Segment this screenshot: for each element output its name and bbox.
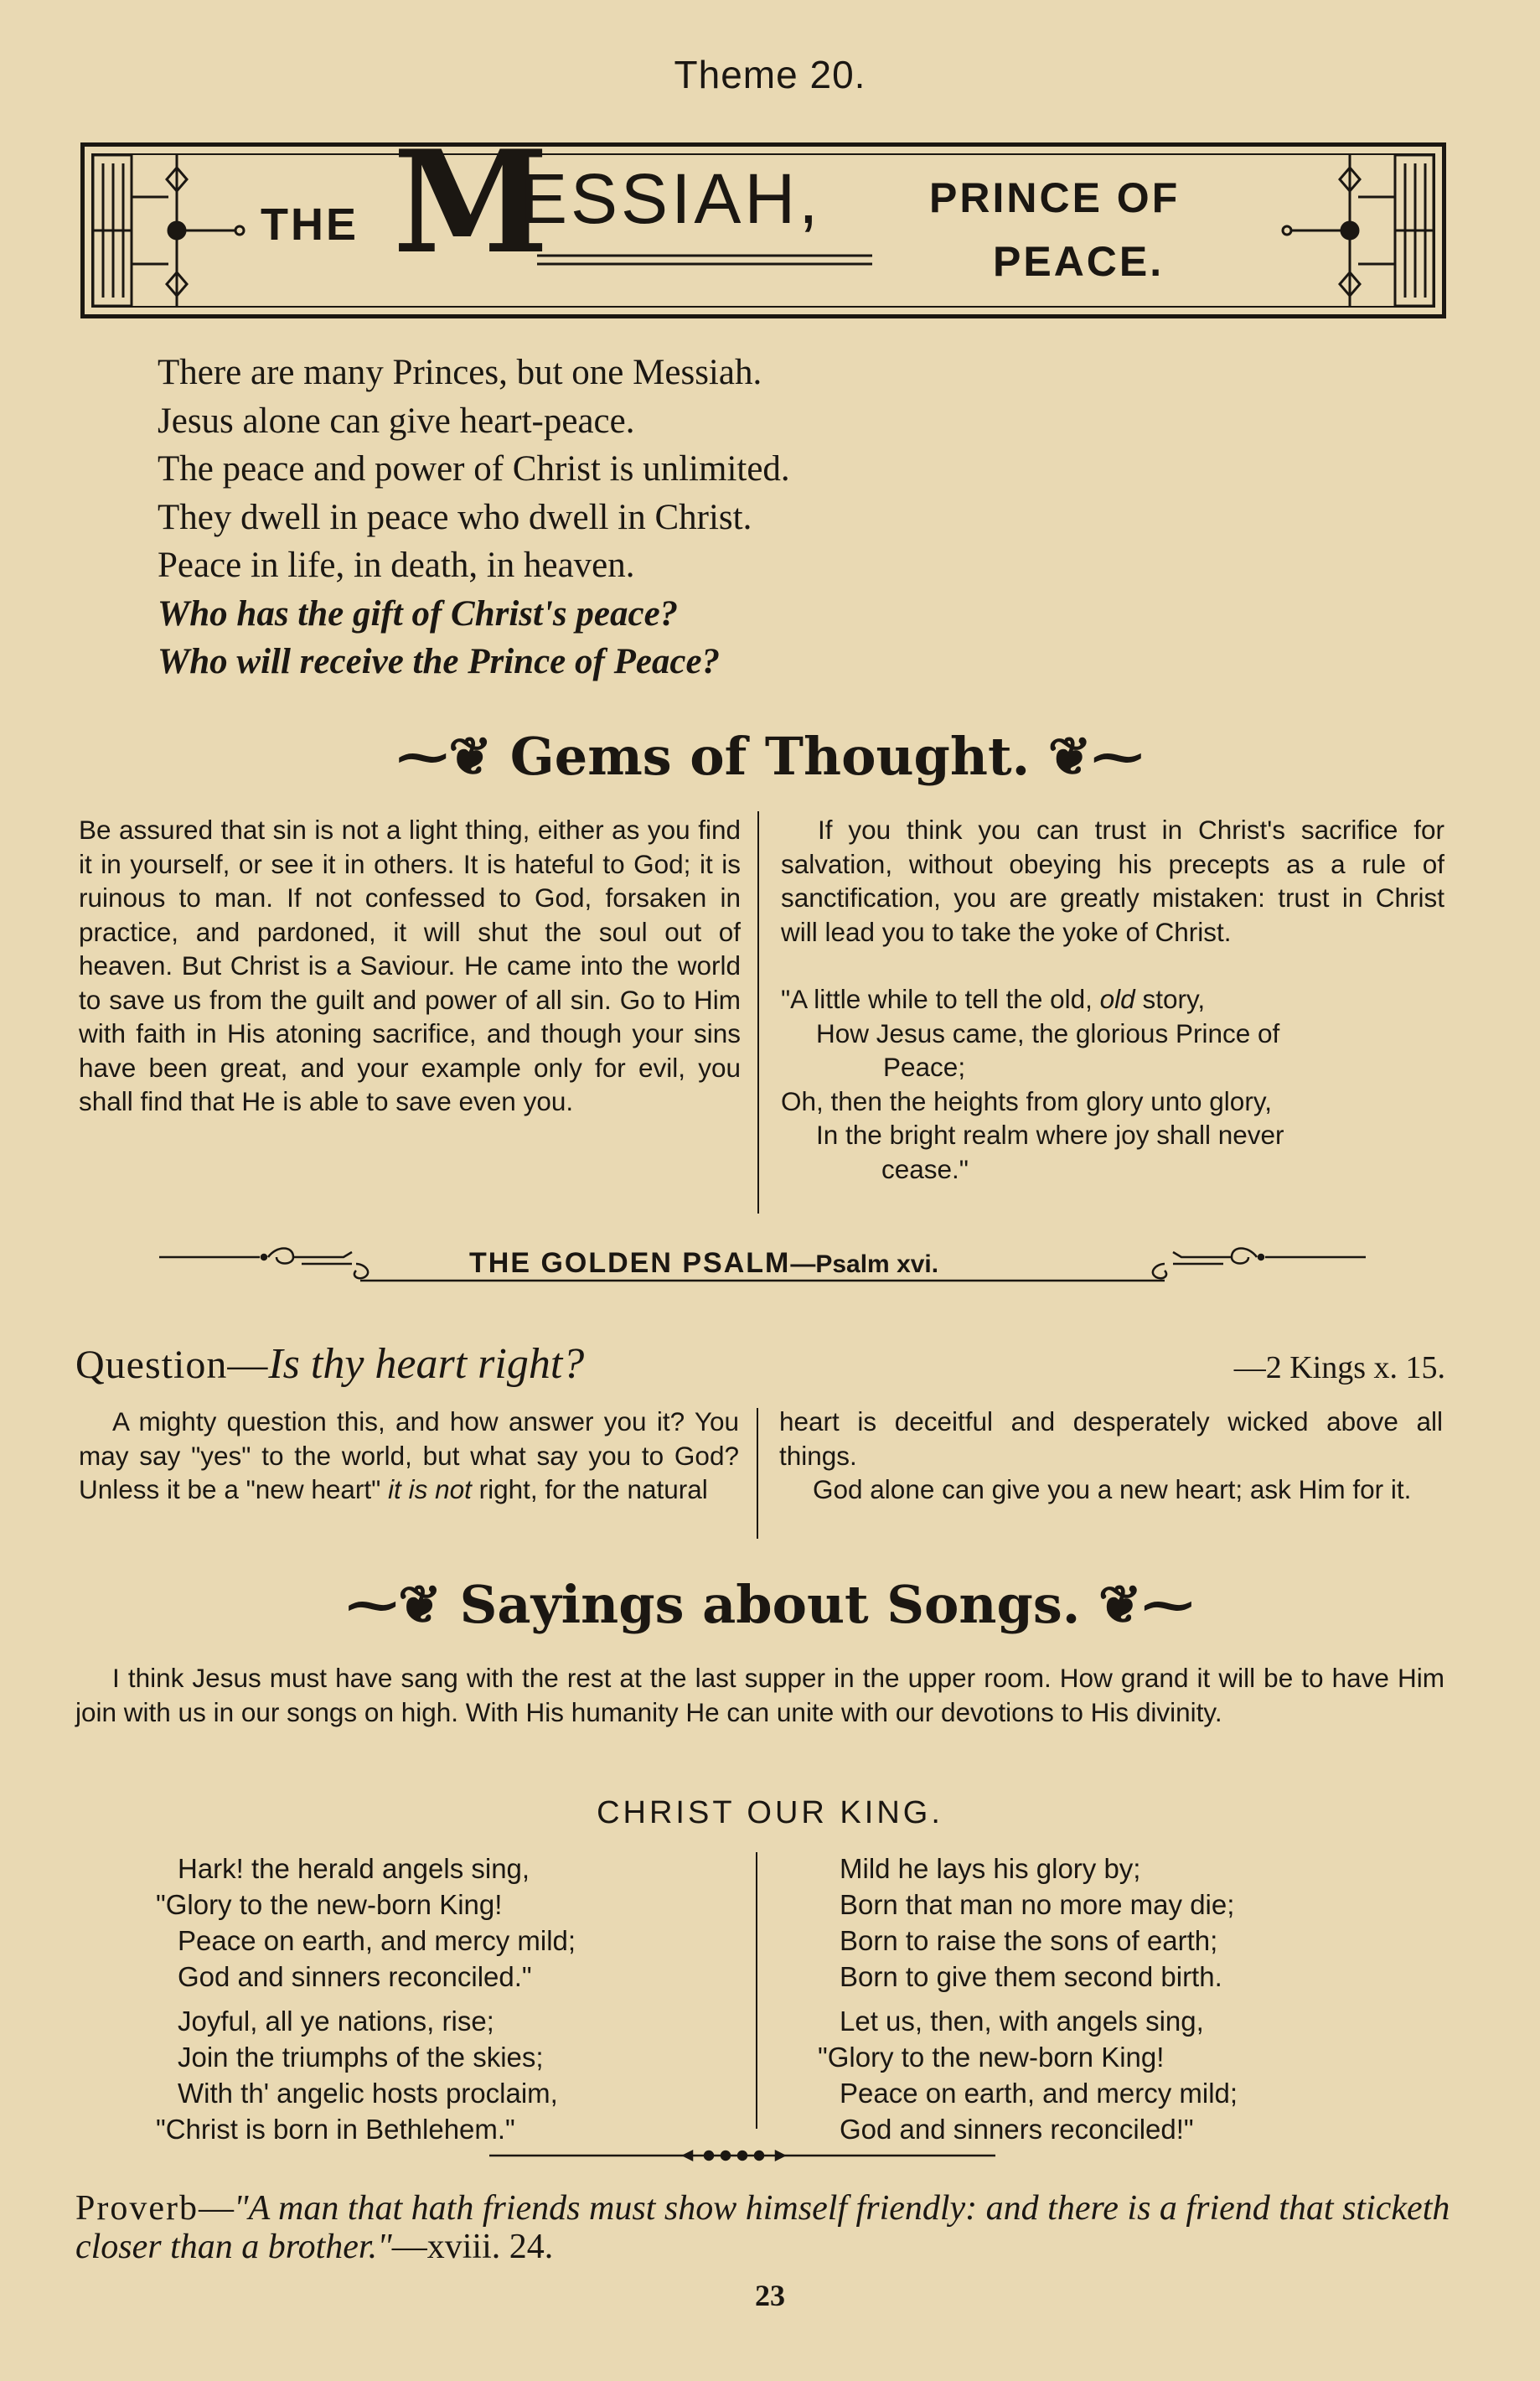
song-line: God and sinners reconciled." bbox=[178, 1961, 532, 1992]
proverb-quote: "A man that hath friends must show himself friendly: and there is a friend that sticketh closer than a brother." bbox=[75, 2189, 1450, 2266]
song-line: Join the triumphs of the skies; bbox=[178, 2042, 544, 2073]
gems-right-paragraph: If you think you can trust in Christ's sacrifice for salvation, without obeying his precepts as a rule of sanctification, you are greatly mistaken: trust in Christ will lead you to take the yoke of Christ. bbox=[781, 815, 1444, 947]
song-line: With th' angelic hosts proclaim, bbox=[178, 2078, 558, 2109]
question-reference: —2 Kings x. 15. bbox=[1233, 1350, 1445, 1385]
song-right-column bbox=[818, 1850, 1238, 2147]
question-emphasis: it is not bbox=[388, 1474, 472, 1504]
intro-line: They dwell in peace who dwell in Christ. bbox=[158, 497, 752, 537]
song-line: Let us, then, with angels sing, bbox=[840, 2006, 1204, 2037]
song-line: Joyful, all ye nations, rise; bbox=[178, 2006, 494, 2037]
intro-line: Jesus alone can give heart-peace. bbox=[158, 401, 635, 441]
banner-initial-m: M bbox=[393, 119, 549, 285]
verse-line: How Jesus came, the glorious Prince of bbox=[816, 1017, 1280, 1048]
question-right-paragraph: heart is deceitful and desperately wicked above all things. bbox=[779, 1406, 1443, 1471]
psalm-name: THE GOLDEN PSALM bbox=[469, 1247, 791, 1279]
sayings-paragraph: I think Jesus must have sang with the rest at the last supper in the upper room. How grand it will be to have Him join with us in our songs on high. With His humanity He can unite with our devotions to His divinity. bbox=[75, 1663, 1444, 1727]
proverb-dash: — bbox=[198, 2189, 234, 2228]
verse-line: Peace; bbox=[883, 1052, 966, 1082]
verse-line: story, bbox=[1134, 984, 1206, 1014]
question-left-text: A mighty question this, and how answer you it? You may say "yes" to the world, but what say you to God? Unless it be a "new heart" bbox=[79, 1406, 739, 1504]
question-left-paragraph bbox=[79, 1405, 739, 1507]
gems-left-paragraph: Be assured that sin is not a light thing, either as you find it in yourself, or see it in others. It is hateful to God; it is ruinous to man. If not confessed to God, forsaken in practice, and pardoned, it will shut the soul out of heaven. But Christ is a Saviour. He came into the world to save us from the guilt and power of all sin. Go to Him with faith in His atoning sacrifice, and though your sins have been great, and your example only for evil, you shall find that He is able to save even you. bbox=[79, 815, 741, 1116]
song-line: "Christ is born in Bethlehem." bbox=[156, 2114, 515, 2145]
question-left-text-end: right, for the natural bbox=[471, 1474, 708, 1504]
column-divider bbox=[757, 1408, 758, 1539]
banner-prince-of: PRINCE OF bbox=[929, 174, 1181, 221]
gems-title-text: Gems of Thought. bbox=[509, 726, 1031, 787]
golden-psalm-rule bbox=[159, 1239, 1366, 1289]
song-line: Peace on earth, and mercy mild; bbox=[840, 2078, 1238, 2109]
page-number: 23 bbox=[755, 2279, 785, 2312]
proverb-label: Proverb bbox=[75, 2189, 199, 2228]
question-right-column bbox=[779, 1405, 1443, 1507]
song-left-column bbox=[156, 1850, 576, 2147]
flourish-right-icon: ❦⁓ bbox=[1080, 1574, 1194, 1635]
gems-left-column bbox=[79, 813, 741, 1119]
question-dash: — bbox=[227, 1343, 269, 1387]
flourish-right-icon: ❦⁓ bbox=[1030, 726, 1144, 787]
question-right-paragraph: God alone can give you a new heart; ask Him for it. bbox=[813, 1474, 1412, 1504]
song-title: CHRIST OUR KING. bbox=[597, 1795, 943, 1830]
flourish-left-icon: ⁓❦ bbox=[396, 726, 510, 787]
title-banner bbox=[80, 119, 1446, 318]
song-line: God and sinners reconciled!" bbox=[840, 2114, 1194, 2145]
proverb bbox=[75, 2189, 1466, 2266]
intro-line: Peace in life, in death, in heaven. bbox=[158, 546, 635, 585]
column-divider bbox=[757, 811, 759, 1214]
gems-verse bbox=[781, 982, 1444, 1186]
song-line: "Glory to the new-born King! bbox=[818, 2042, 1165, 2073]
theme-label: Theme 20. bbox=[674, 53, 866, 96]
song-line: Peace on earth, and mercy mild; bbox=[178, 1925, 576, 1956]
question-heading bbox=[75, 1339, 1445, 1389]
psalm-title bbox=[469, 1247, 938, 1280]
song-line: Hark! the herald angels sing, bbox=[178, 1853, 530, 1884]
column-divider bbox=[756, 1852, 757, 2129]
psalm-reference: —Psalm xvi. bbox=[790, 1250, 939, 1278]
banner-peace: PEACE. bbox=[993, 238, 1165, 285]
intro-block bbox=[158, 349, 1247, 686]
flourish-left-icon: ⁓❦ bbox=[346, 1574, 460, 1635]
song-line: Born to raise the sons of earth; bbox=[840, 1925, 1218, 1956]
banner-the: THE bbox=[261, 199, 359, 250]
question-text: Is thy heart right? bbox=[268, 1340, 585, 1388]
question-label: Question bbox=[75, 1343, 228, 1387]
intro-question: Who will receive the Prince of Peace? bbox=[158, 642, 721, 681]
verse-line: cease." bbox=[881, 1153, 969, 1184]
gems-title bbox=[0, 726, 1540, 787]
sayings-title-text: Sayings about Songs. bbox=[459, 1574, 1081, 1635]
song-line: Born to give them second birth. bbox=[840, 1961, 1222, 1992]
verse-line: Oh, then the heights from glory unto glory, bbox=[781, 1085, 1272, 1116]
proverb-reference: —xviii. 24. bbox=[391, 2228, 554, 2266]
intro-line: There are many Princes, but one Messiah. bbox=[158, 353, 762, 392]
song-line: Born that man no more may die; bbox=[840, 1889, 1235, 1920]
intro-line: The peace and power of Christ is unlimited. bbox=[158, 449, 790, 489]
intro-question: Who has the gift of Christ's peace? bbox=[158, 593, 679, 634]
verse-emphasis: old bbox=[1099, 984, 1135, 1014]
banner-essiah: ESSIAH, bbox=[520, 159, 822, 238]
section-divider bbox=[489, 2147, 995, 2164]
song-line: Mild he lays his glory by; bbox=[840, 1853, 1141, 1884]
verse-line: "A little while to tell the old, bbox=[781, 984, 1100, 1014]
song-line: "Glory to the new-born King! bbox=[156, 1889, 503, 1920]
sayings-title bbox=[0, 1574, 1540, 1635]
sayings-paragraph-block bbox=[75, 1661, 1444, 1729]
verse-line: In the bright realm where joy shall never bbox=[816, 1120, 1284, 1150]
question-left-column bbox=[79, 1405, 739, 1507]
gems-right-column bbox=[781, 813, 1444, 1186]
